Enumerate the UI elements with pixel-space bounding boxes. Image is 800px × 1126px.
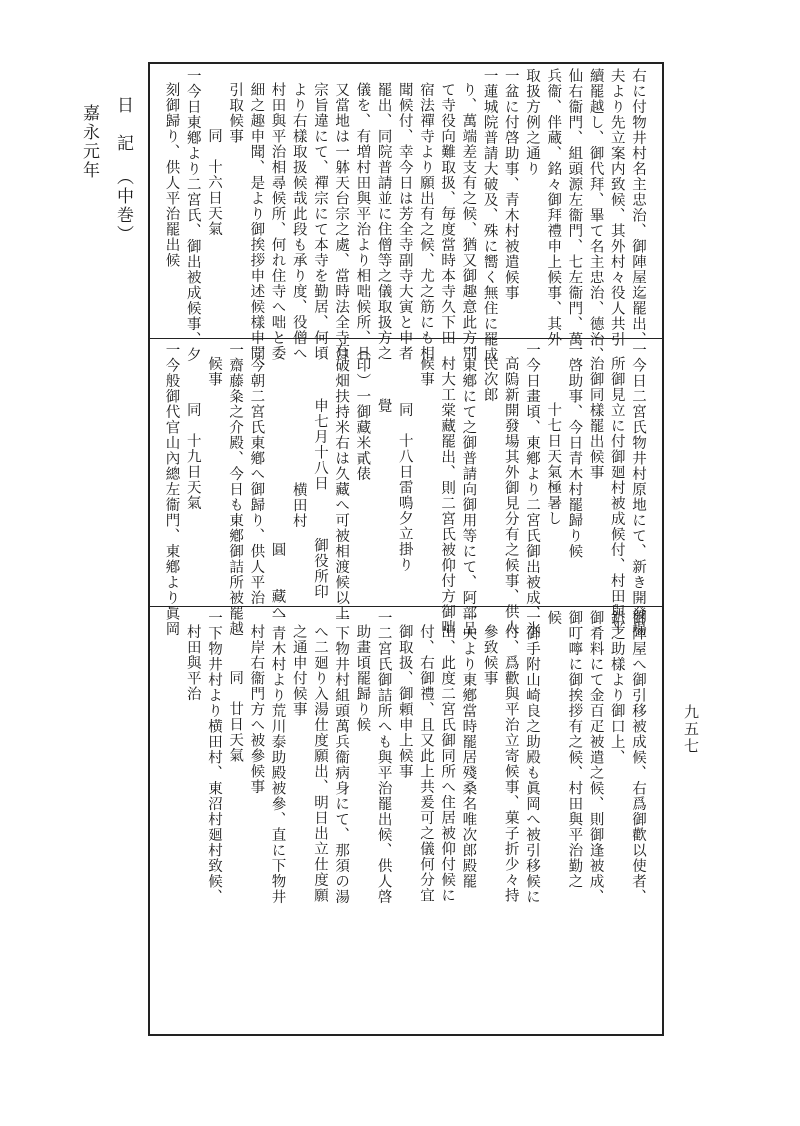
text-column: 御叮嚀に御挨拶有之候、村田與平治勤之: [566, 610, 583, 889]
text-column: 候事: [417, 356, 434, 387]
text-column: 之通申付候事: [290, 624, 307, 717]
text-column: 御陣屋へ御引移被成候、右爲御歡以使者、: [630, 610, 646, 905]
text-column: 宿法禪寺より願出有之候、尤之筋にも相: [417, 82, 434, 361]
text-column: 付、右御禮、且又此上共爰可之儀何分宜: [417, 624, 434, 903]
text-column: 細之趣申聞、是より御挨拶申述候樣申聞、: [248, 82, 265, 377]
text-column: 御肴料にて金百疋被遣之候、則御逢被成、: [587, 610, 604, 905]
text-column: 一今日二宮氏物井村原地にて、新き開發場: [630, 342, 646, 637]
text-column: 續罷越し、御代拜、畢て名主忠治、德治、: [587, 68, 604, 363]
running-head-book: 日 記: [113, 96, 133, 153]
text-column: 村田與平治: [184, 624, 201, 702]
text-column: 村大工棠藏罷出、則二宮氏被仰付方御咄: [439, 356, 456, 635]
text-column: 右破畑扶持米右は久藏へ可被相渡候以上: [333, 342, 350, 621]
text-column: 候事: [205, 356, 222, 387]
text-column: 十七日天氣極暑し: [545, 402, 562, 526]
text-column: 助畫頃罷歸り候: [354, 624, 371, 733]
text-column: 覺: [375, 398, 392, 414]
running-head-era: 嘉永元年: [79, 104, 99, 180]
text-column: より右樣取扱候哉此段も承り度、役僧へ: [290, 82, 307, 361]
text-column: 釟之助樣より御口上、: [608, 610, 625, 765]
text-column: 村田與平治相尋候所、何れ住寺へ咄と委: [269, 82, 286, 361]
running-head-volume: （中巻）: [113, 168, 133, 245]
text-section-top: [163, 68, 648, 377]
text-column: 一下物井村組頭萬兵衞病身にて、那須の湯: [333, 610, 350, 905]
text-column: 一齋藤粂之介殿、今日も東鄕御詰所被罷越: [227, 342, 244, 637]
text-column: 付、爲歡與平治立寄候事、菓子折少々持: [502, 624, 519, 903]
text-column: 一啓助事、今日青木村罷歸り候: [566, 342, 583, 559]
page-number: 九五七: [682, 704, 700, 755]
text-column: 所御見立に付御廻村被成候付、村田與平: [608, 356, 625, 635]
text-column: 取扱方例之通り: [523, 68, 540, 177]
text-column: 儀を、有増村田與平治より相咄候所、且: [354, 82, 371, 361]
text-column: 右に付物井村名主忠治、御陣屋迄罷出、: [630, 68, 646, 347]
text-column: り、萬端差支有之候、猶又御趣意此方別: [460, 82, 477, 361]
text-section-bottom: [170, 610, 648, 1030]
text-column: 一今日畫頃、東鄕より二宮氏御出被成、氷: [523, 342, 540, 637]
text-section-middle: [163, 342, 648, 637]
text-column: 一今般御代官山內總左衞門、東鄕より眞岡: [163, 342, 180, 637]
text-column: 兵衞、伴蔵、銘々御拜禮申上候事、其外: [545, 68, 562, 347]
text-column: 高隖新開發場其外御見分有之候事、供人: [502, 356, 519, 635]
text-column: 聞候付、幸今日は芳全寺副寺大寅と申者: [396, 82, 413, 361]
text-column: て寺役向難取扱、毎度當時本寺久下田: [439, 82, 456, 346]
text-column: 夫より先立案内致候、其外村々役人共引: [608, 68, 625, 347]
text-column: 仙右衞門、組頭源左衞門、七左衞門、萬: [566, 68, 583, 347]
text-column: 村岸右衞門方へ被參候事: [248, 624, 265, 795]
text-column: 引取候事: [227, 82, 244, 144]
text-column: （印）一御藏米貳俵: [354, 342, 371, 482]
text-column: へ二廻り入湯仕度願出、明日出立仕度願: [311, 624, 328, 903]
text-column: 一盆に付啓助事、青木村被遣候事: [502, 68, 519, 301]
section-divider-bottom: [148, 606, 664, 607]
text-column: 一今日東鄕より二宮氏、御出被成候事、夕: [184, 68, 201, 363]
text-column: 民次郎: [481, 356, 498, 403]
text-column: 同 十八日雷鳴夕立掛り: [396, 402, 413, 573]
text-column: 又當地は一躰天台宗之處、當時法全寺は: [333, 82, 350, 361]
text-column: 同 廿日天氣: [227, 670, 244, 763]
text-column: 罷出、同院普請並に住僧等之儀取扱方之: [375, 82, 392, 361]
text-column: 一青木村より荒川泰助殿被參、直に下物井: [269, 610, 286, 905]
text-column: 一今朝二宮氏東鄕へ御歸り、供人平治: [248, 342, 265, 606]
text-column: 一東鄕にて之御普請向御用等にて、阿部品: [460, 342, 477, 637]
text-column: 圓 藏へ: [269, 542, 286, 620]
running-head: [79, 96, 140, 296]
text-column: 候: [545, 610, 562, 626]
text-column: 一御手附山崎良之助殿も眞岡へ被引移候に: [523, 610, 540, 905]
text-column: 一二宮氏御詰所へも與平治罷出候、供人啓: [375, 610, 392, 905]
text-column: 一下物井村より横田村、東沼村廻村致候、: [205, 610, 222, 905]
text-column: 同 十九日天氣: [184, 402, 201, 511]
text-column: 一蓮城院普請大破及、殊に嚮く無住に罷成: [481, 68, 498, 363]
text-column: 出、此度二宮氏御同所へ住居被仰付候に: [439, 624, 456, 903]
text-column: 治御同樣罷出候事: [587, 356, 604, 480]
text-column: 宗旨違にて、禪宗にて本寺を勤居、何頃: [311, 82, 328, 361]
text-column: 御取扱、御頼申上候事: [396, 624, 413, 779]
text-column: 一夫より東鄕當時罷居殘桑名唯次郎殿罷: [460, 610, 477, 889]
text-column: 同 十六日天氣: [205, 128, 222, 237]
text-column: 刻御歸り、供人平治罷出候: [163, 82, 180, 268]
text-column: 參致候事: [481, 624, 498, 686]
text-column: 横田村: [290, 482, 307, 529]
text-column: 申七月十八日 御役所印: [311, 398, 328, 600]
